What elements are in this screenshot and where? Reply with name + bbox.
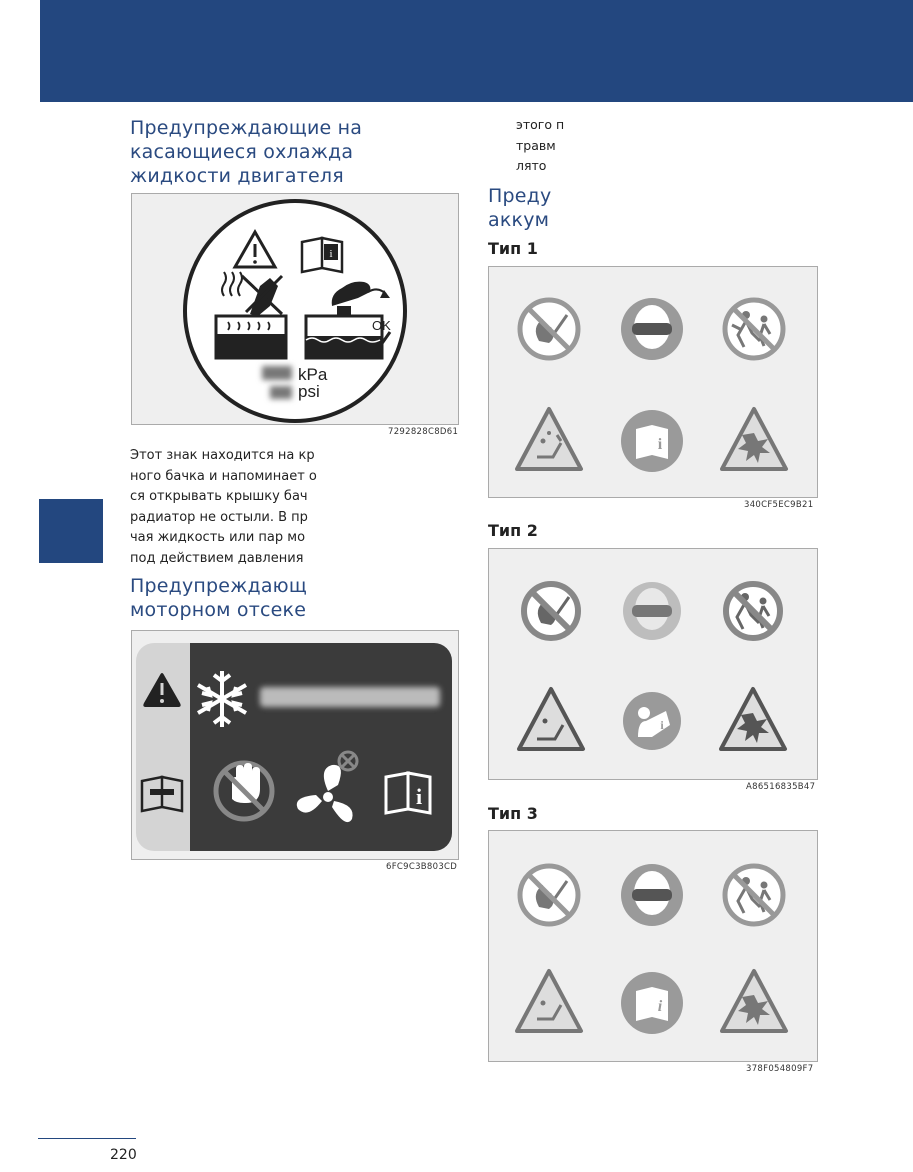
coolant-body-text: Этот знак находится на кр ного бачка и напоминает о ся открывать крышку бач радиатор не остыли. В пр чая жидкость или пар мо под действием давления	[130, 448, 317, 566]
battery-warning-heading: Преду аккум	[488, 185, 552, 231]
coolant-label-illustration	[132, 194, 458, 424]
read-manual-icon	[621, 410, 683, 472]
battery-intro-text: этого п травм лято	[516, 117, 565, 173]
keep-children-away-icon	[725, 300, 783, 358]
blurred-warning-text	[260, 687, 440, 707]
keep-children-away-icon	[725, 866, 783, 924]
no-fire-icon	[524, 584, 578, 638]
coolant-warning-figure	[131, 193, 459, 425]
eye-protection-icon	[621, 298, 683, 360]
acid-warning-icon	[519, 689, 583, 749]
kpa-label: kPa	[298, 365, 328, 384]
acid-warning-icon	[517, 971, 581, 1031]
page-number: 220	[110, 1147, 137, 1163]
acid-warning-icon	[517, 409, 581, 469]
no-fire-icon	[520, 300, 578, 358]
battery-labels-type-3-figure	[488, 830, 818, 1062]
header-band	[40, 0, 913, 102]
svg-text:i: i	[660, 718, 664, 732]
figure-code: A86516835B47	[746, 782, 816, 792]
svg-text:i: i	[329, 248, 333, 260]
battery-labels-type-1-figure	[488, 266, 818, 498]
figure-code: 378F054809F7	[746, 1064, 814, 1074]
read-manual-icon	[623, 692, 681, 750]
no-fire-icon	[520, 866, 578, 924]
battery-labels-type-2-figure	[488, 548, 818, 780]
psi-label: psi	[298, 382, 320, 401]
type-3-label: Тип 3	[488, 804, 538, 823]
engine-compartment-label	[132, 631, 458, 859]
explosion-warning-icon	[721, 689, 785, 749]
coolant-warning-heading: Предупреждающие на касающиеся охлажда жидкости двигателя	[130, 117, 363, 187]
eye-protection-icon	[623, 582, 681, 640]
svg-text:i: i	[415, 784, 423, 809]
blurred-pressure-value-psi	[270, 386, 292, 399]
svg-text:i: i	[657, 998, 663, 1015]
footer-rule	[38, 1138, 136, 1139]
svg-text:i: i	[657, 436, 663, 453]
type-1-label: Тип 1	[488, 239, 538, 258]
engine-compartment-figure	[131, 630, 459, 860]
keep-children-away-icon	[726, 584, 780, 638]
figure-code: 340CF5EC9B21	[744, 500, 814, 510]
chapter-tab-marker	[39, 499, 103, 563]
figure-code: 7292828C8D61	[388, 427, 459, 437]
explosion-warning-icon	[722, 971, 786, 1031]
blurred-pressure-value	[262, 366, 292, 380]
type-2-label: Тип 2	[488, 521, 538, 540]
ok-label: OK	[372, 318, 391, 333]
eye-protection-icon	[621, 864, 683, 926]
figure-code: 6FC9C3B803CD	[386, 862, 458, 872]
explosion-warning-icon	[722, 409, 786, 469]
read-manual-icon	[621, 972, 683, 1034]
engine-compartment-heading: Предупреждающ моторном отсеке	[130, 575, 307, 621]
